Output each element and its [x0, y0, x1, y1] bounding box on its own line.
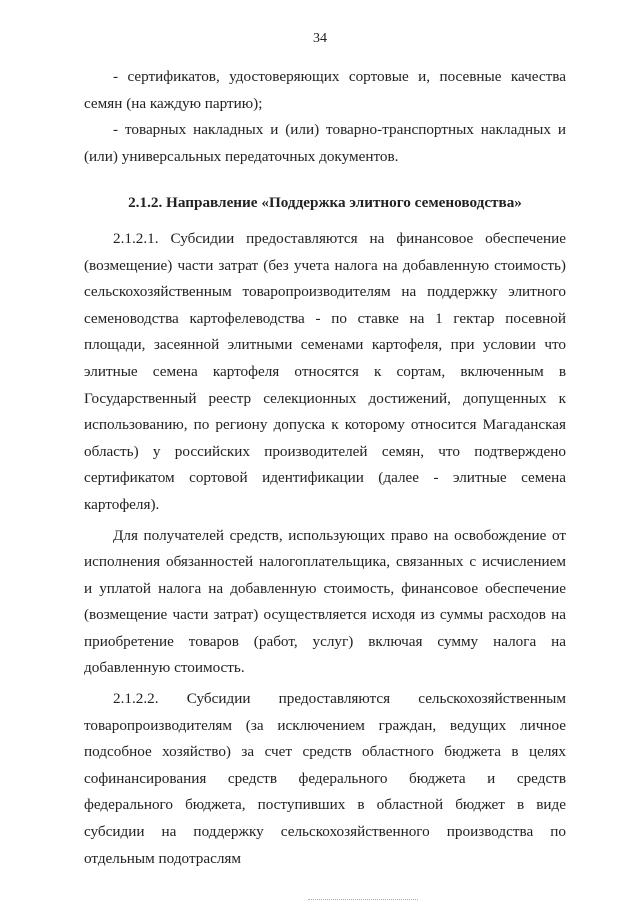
- scan-artifact-line: [308, 899, 418, 902]
- document-body: [84, 64, 566, 872]
- bullet-item-invoices: - товарных накладных и (или) товарно-транспортных накладных и (или) универсальных передаточных документов.: [84, 121, 566, 165]
- paragraph-2-1-2-2: 2.1.2.2. Субсидии предоставляются сельскохозяйственным товаропроизводителям (за исключением граждан, ведущих личное подсобное хозяйство) за счет средств областного бюджета в целях софинансирования средств федерального бюджета и средств федерального бюджета, поступивших в областной бюджет в виде субсидии на поддержку сельскохозяйственного производства по отдельным подотраслям: [84, 690, 566, 867]
- paragraph-2-1-2-1: 2.1.2.1. Субсидии предоставляются на финансовое обеспечение (возмещение) части затрат (без учета налога на добавленную стоимость) сельскохозяйственным товаропроизводителям на поддержку элитного семеноводства картофелеводства - по ставке на 1 гектар посевной площади, засеянной элитными семенами картофеля, при условии что элитные семена картофеля относятся к сортам, включенным в Государственный реестр селекционных достижений, допущенных к использованию, по региону допуска к которому относится Магаданская область) у российских производителей семян, что подтверждено сертификатом сортовой идентификации (далее - элитные семена картофеля).: [84, 229, 566, 513]
- page-number: 34: [313, 31, 327, 46]
- bullet-item-certificates: - сертификатов, удостоверяющих сортовые и, посевные качества семян (на каждую партию);: [84, 68, 566, 112]
- section-heading: 2.1.2. Направление «Поддержка элитного семеноводства»: [128, 194, 522, 212]
- paragraph-vat-exemption: Для получателей средств, использующих право на освобождение от исполнения обязанностей налогоплательщика, связанных с исчислением и уплатой налога на добавленную стоимость, финансовое обеспечение (возмещение части затрат) осуществляется исходя из суммы расходов на приобретение товаров (работ, услуг) включая сумму налога на добавленную стоимость.: [84, 526, 566, 677]
